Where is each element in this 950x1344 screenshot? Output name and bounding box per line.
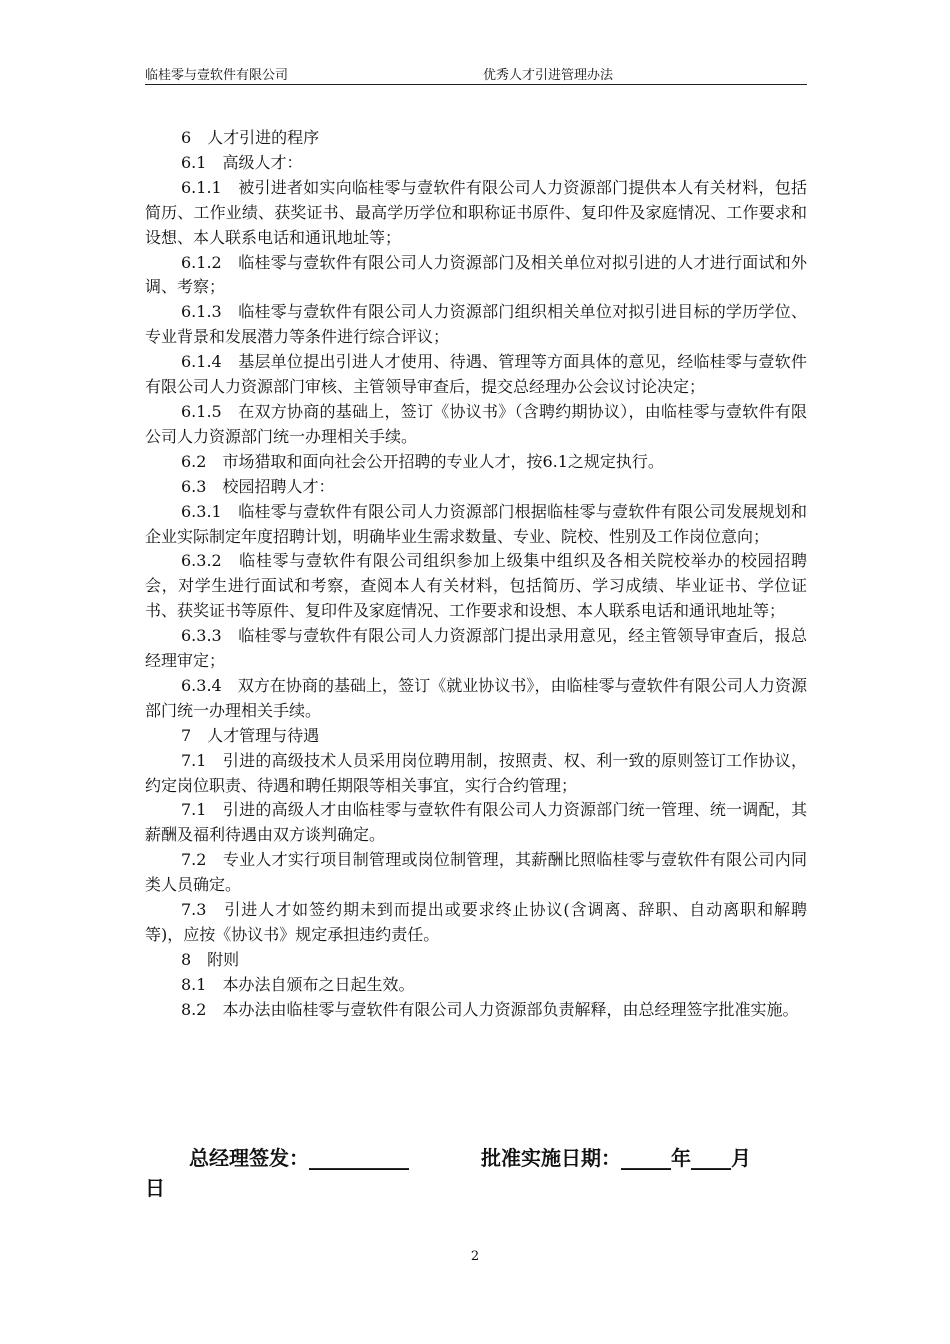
clause: 6.1.4 基层单位提出引进人才使用、待遇、管理等方面具体的意见，经临桂零与壹软件有限公司人力资源部门审核、主管领导审查后，提交总经理办公会议讨论决定； [145, 352, 807, 397]
clause: 6.1.1 被引进者如实向临桂零与壹软件有限公司人力资源部门提供本人有关材料，包括简历、工作业绩、获奖证书、最高学历学位和职称证书原件、复印件及家庭情况、工作要求和设想、本人联系电话和通讯地址等； [145, 177, 807, 247]
page-number: 2 [470, 1249, 480, 1264]
clause: 7.1 引进的高级技术人员采用岗位聘用制，按照责、权、利一致的原则签订工作协议，约定岗位职责、待遇和聘任期限等相关事宜，实行合约管理； [145, 750, 807, 795]
clause: 6.1.3 临桂零与壹软件有限公司人力资源部门组织相关单位对拟引进目标的学历学位、专业背景和发展潜力等条件进行综合评议； [145, 302, 807, 347]
signer-field: 总经理签发：__________ [189, 1146, 409, 1170]
header-doc-title: 优秀人才引进管理办法 [483, 68, 614, 83]
clause: 6.1.5 在双方协商的基础上，签订《协议书》（含聘约期协议），由临桂零与壹软件有限公司人力资源部门统一办理相关手续。 [145, 401, 807, 446]
clause: 6.3 校园招聘人才： [181, 476, 335, 496]
document-body [145, 126, 807, 1023]
clause: 7.3 引进人才如签约期未到而提出或要求终止协议(含调离、辞职、自动离职和解聘等)，应按《协议书》规定承担违约责任。 [145, 900, 807, 944]
clause: 6.3.2 临桂零与壹软件有限公司组织参加上级集中组织及各相关院校举办的校园招聘会，对学生进行面试和考察，查阅本人有关材料，包括简历、学习成绩、毕业证书、学位证书、获奖证书等原件、复印件及家庭情况、工作要求和设想、本人联系电话和通讯地址等； [145, 551, 807, 621]
clause: 8.1 本办法自颁布之日起生效。 [181, 974, 415, 994]
signature-block [145, 1143, 807, 1203]
page-header [145, 62, 807, 85]
date-field: 批准实施日期：_____年____月 [481, 1146, 751, 1170]
section-heading: 7 人才管理与待遇 [181, 725, 320, 745]
clause: 6.1 高级人才： [181, 152, 303, 172]
clause: 7.1 引进的高级人才由临桂零与壹软件有限公司人力资源部门统一管理、统一调配，其薪酬及福利待遇由双方谈判确定。 [145, 800, 807, 845]
section-heading: 6 人才引进的程序 [181, 128, 320, 147]
clause: 8.2 本办法由临桂零与壹软件有限公司人力资源部负责解释，由总经理签字批准实施。 [181, 999, 799, 1019]
clause: 6.1.2 临桂零与壹软件有限公司人力资源部门及相关单位对拟引进的人才进行面试和外调、考察； [145, 252, 807, 297]
clause: 6.3.3 临桂零与壹软件有限公司人力资源部门提出录用意见，经主管领导审查后，报总经理审定； [145, 626, 807, 671]
clause: 6.3.4 双方在协商的基础上，签订《就业协议书》，由临桂零与壹软件有限公司人力资源部门统一办理相关手续。 [145, 675, 807, 720]
clause: 7.2 专业人才实行项目制管理或岗位制管理，其薪酬比照临桂零与壹软件有限公司内同类人员确定。 [145, 850, 807, 895]
clause: 6.3.1 临桂零与壹软件有限公司人力资源部门根据临桂零与壹软件有限公司发展规划和企业实际制定年度招聘计划，明确毕业生需求数量、专业、院校、性别及工作岗位意向； [145, 501, 807, 546]
date-day-label: 日 [145, 1176, 165, 1200]
clause: 6.2 市场猎取和面向社会公开招聘的专业人才，按6.1之规定执行。 [181, 451, 664, 471]
header-company: 临桂零与壹软件有限公司 [145, 68, 289, 83]
section-heading: 8 附则 [181, 949, 240, 969]
